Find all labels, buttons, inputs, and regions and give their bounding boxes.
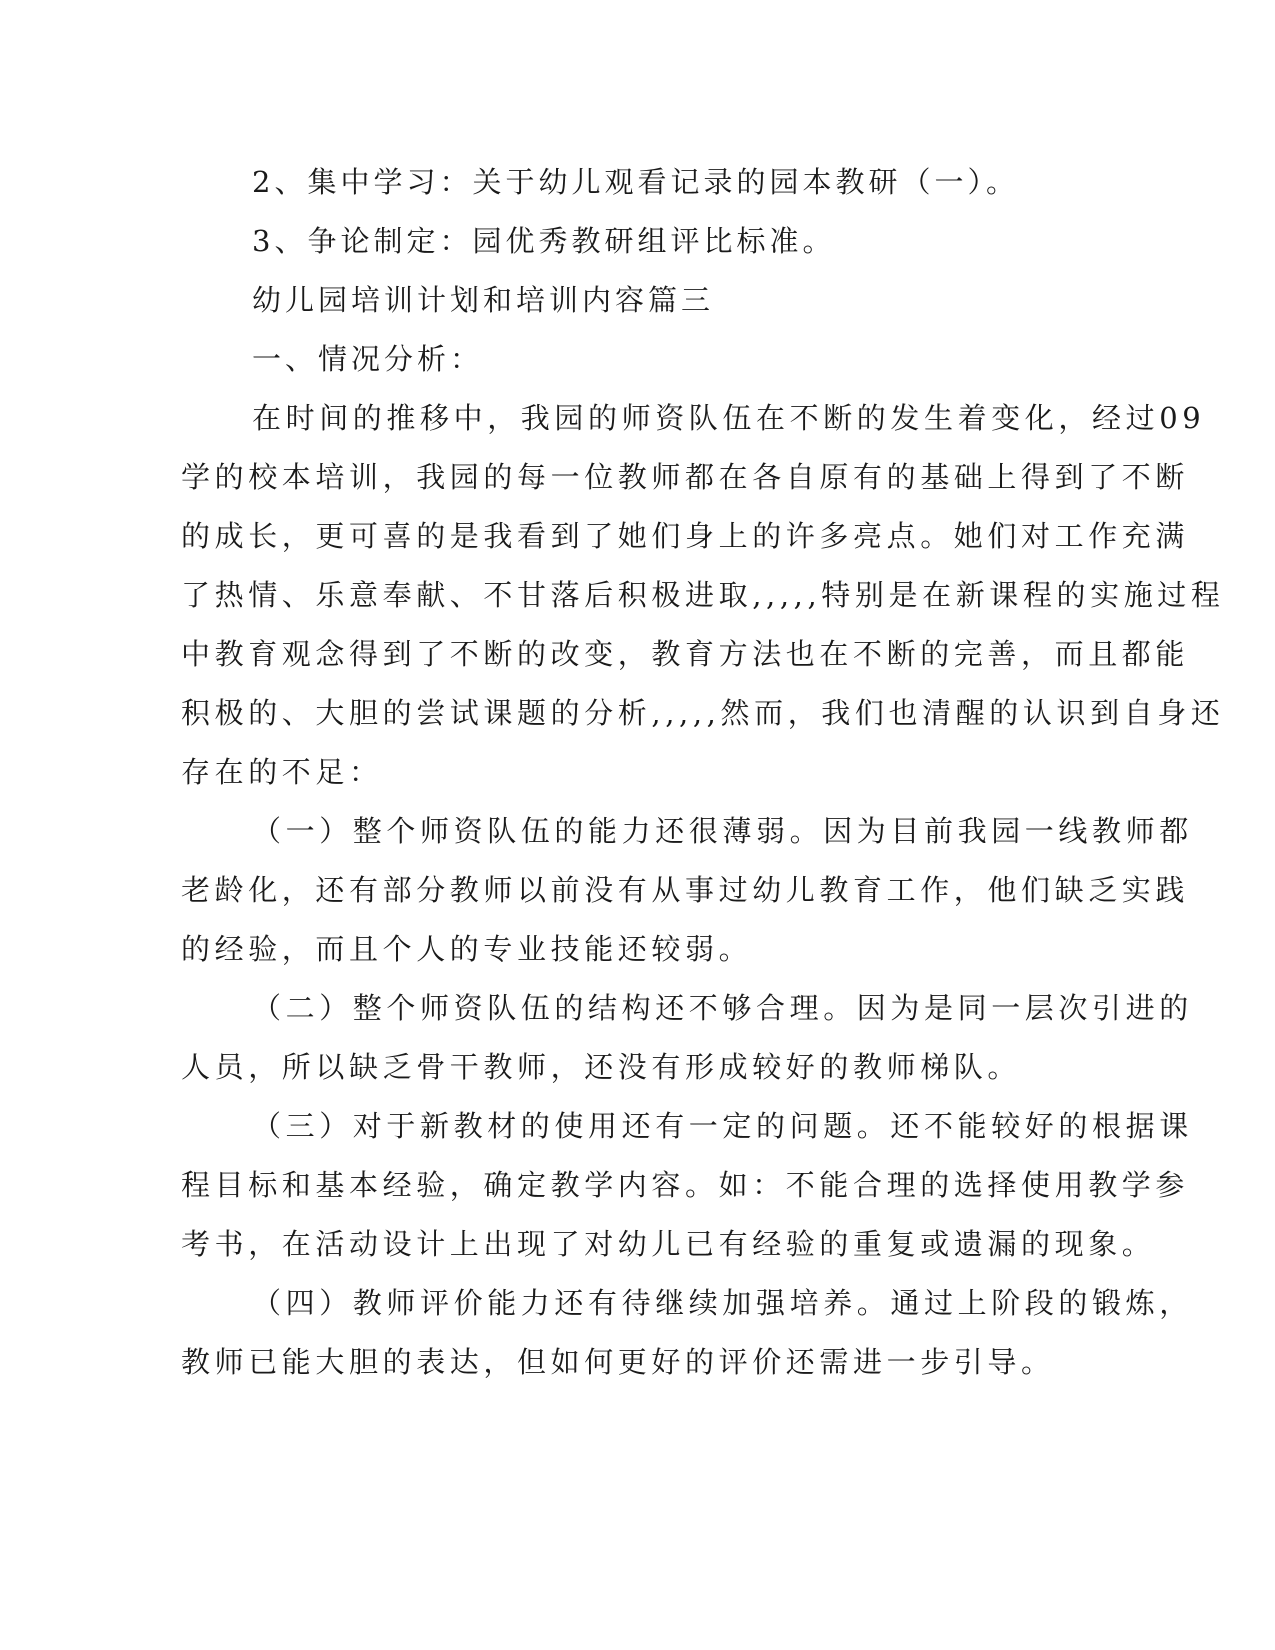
paragraph-line: 老龄化，还有部分教师以前没有从事过幼儿教育工作，他们缺乏实践 (181, 873, 1190, 907)
list-item-2: 2、集中学习：关于幼儿观看记录的园本教研（一）。 (252, 165, 1019, 199)
paragraph-line: 程目标和基本经验，确定教学内容。如：不能合理的选择使用教学参 (181, 1168, 1190, 1202)
paragraph-line: 的经验，而且个人的专业技能还较弱。 (181, 932, 753, 966)
subsection-heading: 一、情况分析： (252, 342, 484, 376)
paragraph-line: （三）对于新教材的使用还有一定的问题。还不能较好的根据课 (252, 1109, 1193, 1143)
paragraph-line: 了热情、乐意奉献、不甘落后积极进取,,,,,特别是在新课程的实施过程 (181, 578, 1225, 612)
paragraph-line: （二）整个师资队伍的结构还不够合理。因为是同一层次引进的 (252, 991, 1193, 1025)
paragraph-line: （一）整个师资队伍的能力还很薄弱。因为目前我园一线教师都 (252, 814, 1193, 848)
paragraph-line: （四）教师评价能力还有待继续加强培养。通过上阶段的锻炼， (252, 1286, 1193, 1320)
paragraph-line: 考书，在活动设计上出现了对幼儿已有经验的重复或遗漏的现象。 (181, 1227, 1156, 1261)
paragraph-line: 中教育观念得到了不断的改变，教育方法也在不断的完善，而且都能 (181, 637, 1190, 671)
paragraph-line: 学的校本培训，我园的每一位教师都在各自原有的基础上得到了不断 (181, 460, 1190, 494)
section-heading: 幼儿园培训计划和培训内容篇三 (252, 283, 715, 317)
paragraph-line: 教师已能大胆的表达，但如何更好的评价还需进一步引导。 (181, 1345, 1055, 1379)
paragraph-line: 人员，所以缺乏骨干教师，还没有形成较好的教师梯队。 (181, 1050, 1022, 1084)
paragraph-line: 的成长，更可喜的是我看到了她们身上的许多亮点。她们对工作充满 (181, 519, 1190, 553)
paragraph-line: 在时间的推移中，我园的师资队伍在不断的发生着变化，经过09 (252, 401, 1206, 435)
paragraph-line: 存在的不足： (181, 755, 383, 789)
list-item-3: 3、争论制定：园优秀教研组评比标准。 (252, 224, 836, 258)
paragraph-line: 积极的、大胆的尝试课题的分析,,,,,然而，我们也清醒的认识到自身还 (181, 696, 1225, 730)
